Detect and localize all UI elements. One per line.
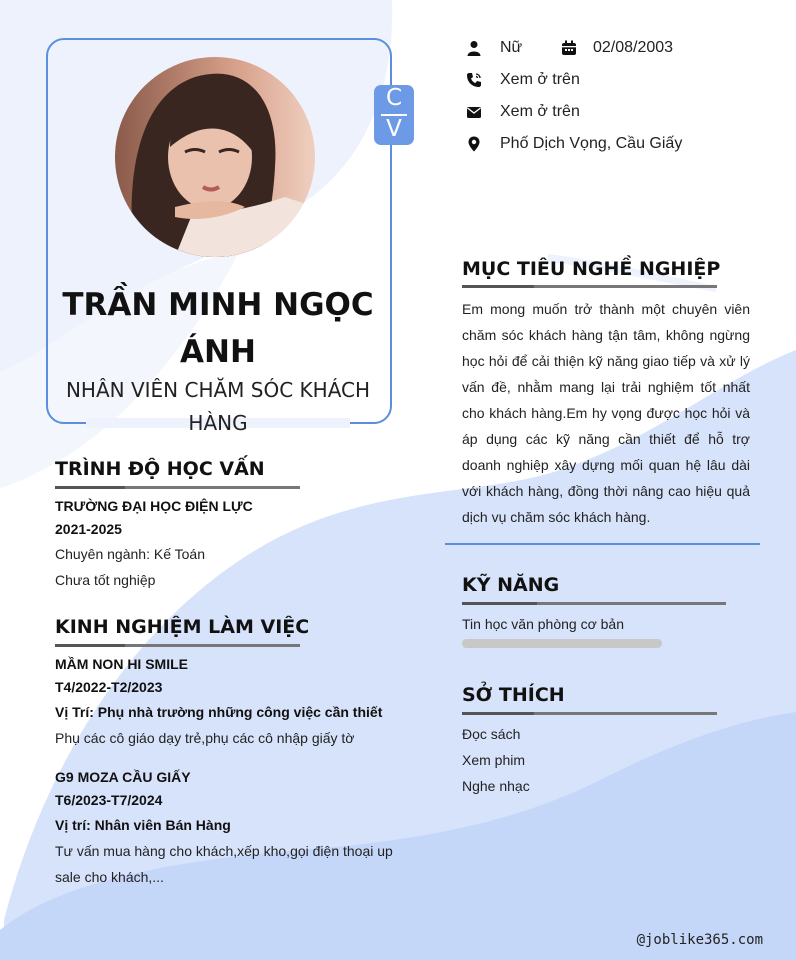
job-2-period: T6/2023-T7/2024 — [55, 792, 163, 808]
education-period: 2021-2025 — [55, 521, 122, 537]
hobby-item: Đọc sách — [462, 726, 521, 742]
skill-label: Tin học văn phòng cơ bản — [462, 616, 624, 632]
address-value: Phố Dịch Vọng, Cầu Giấy — [500, 135, 683, 152]
objective-text: Em mong muốn trở thành một chuyên viên chăm sóc khách hàng tận tâm, không ngừng học hỏi để cải thiện kỹ năng giao tiếp và xử lý vấn đề, nhằm mang lại trải nghiệm tốt nhất cho khách hàng.Em hy vọng được học hỏi và áp dụng các kỹ năng cần thiết để hỗ trợ doanh nghiệp xây dựng mối quan hệ lâu dài với khách hàng, đồng thời nâng cao hiệu quả dịch vụ chăm sóc khách hàng. — [462, 301, 750, 525]
birthday-value: 02/08/2003 — [593, 39, 674, 56]
skill-level-bar — [462, 639, 662, 648]
contact-gender — [466, 39, 522, 57]
job-2-description-line-1: Tư vấn mua hàng cho khách,xếp kho,gọi điện thoại up — [55, 843, 393, 859]
cv-badge — [374, 85, 414, 145]
skills-rule — [462, 602, 726, 605]
hobby-item: Nghe nhạc — [462, 778, 530, 794]
contact-birthday — [561, 39, 673, 57]
job-1-company: MẦM NON HI SMILE — [55, 656, 188, 672]
hobby-item: Xem phim — [462, 752, 526, 768]
job-1-role: Vị Trí: Phụ nhà trường những công việc cần thiết — [55, 704, 383, 720]
email-value: Xem ở trên — [500, 103, 580, 120]
user-icon — [466, 40, 482, 56]
job-1-description: Phụ các cô giáo dạy trẻ,phụ các cô nhập giấy tờ — [55, 730, 355, 746]
job-title: NHÂN VIÊN CHĂM SÓC KHÁCH HÀNG — [65, 378, 371, 435]
skill-level-fill — [462, 639, 662, 648]
education-title: TRÌNH ĐỘ HỌC VẤN — [55, 458, 265, 480]
job-1-period: T4/2022-T2/2023 — [55, 679, 163, 695]
phone-value: Xem ở trên — [500, 71, 580, 88]
map-pin-icon — [466, 136, 482, 152]
cv-badge-v: V — [386, 116, 402, 142]
candidate-name: TRẦN MINH NGỌC ÁNH — [62, 287, 374, 370]
objective-title: MỤC TIÊU NGHỀ NGHIỆP — [462, 258, 721, 280]
gender-value: Nữ — [500, 39, 523, 56]
site-watermark: @joblike365.com — [636, 932, 763, 948]
experience-rule — [55, 644, 300, 647]
contact-address — [466, 135, 682, 153]
hobbies-rule — [462, 712, 717, 715]
objective-rule — [462, 285, 717, 288]
job-2-description-line-2: sale cho khách,... — [55, 869, 164, 885]
education-school: TRƯỜNG ĐẠI HỌC ĐIỆN LỰC — [55, 498, 253, 514]
skills-title: KỸ NĂNG — [462, 574, 560, 596]
cv-badge-c: C — [385, 85, 403, 111]
education-major: Chuyên ngành: Kế Toán — [55, 546, 205, 562]
profile-photo — [115, 57, 315, 257]
job-2-company: G9 MOZA CẦU GIẤY — [55, 769, 191, 785]
education-rule — [55, 486, 300, 489]
job-2-role: Vị trí: Nhân viên Bán Hàng — [55, 817, 231, 833]
section-divider — [445, 543, 760, 545]
hobbies-title: SỞ THÍCH — [462, 684, 565, 706]
education-status: Chưa tốt nghiệp — [55, 572, 156, 588]
envelope-icon — [466, 104, 482, 120]
experience-title: KINH NGHIỆM LÀM VIỆC — [55, 616, 310, 638]
contact-email — [466, 103, 580, 121]
phone-icon — [466, 72, 482, 88]
calendar-icon — [561, 40, 577, 56]
contact-phone — [466, 71, 580, 89]
